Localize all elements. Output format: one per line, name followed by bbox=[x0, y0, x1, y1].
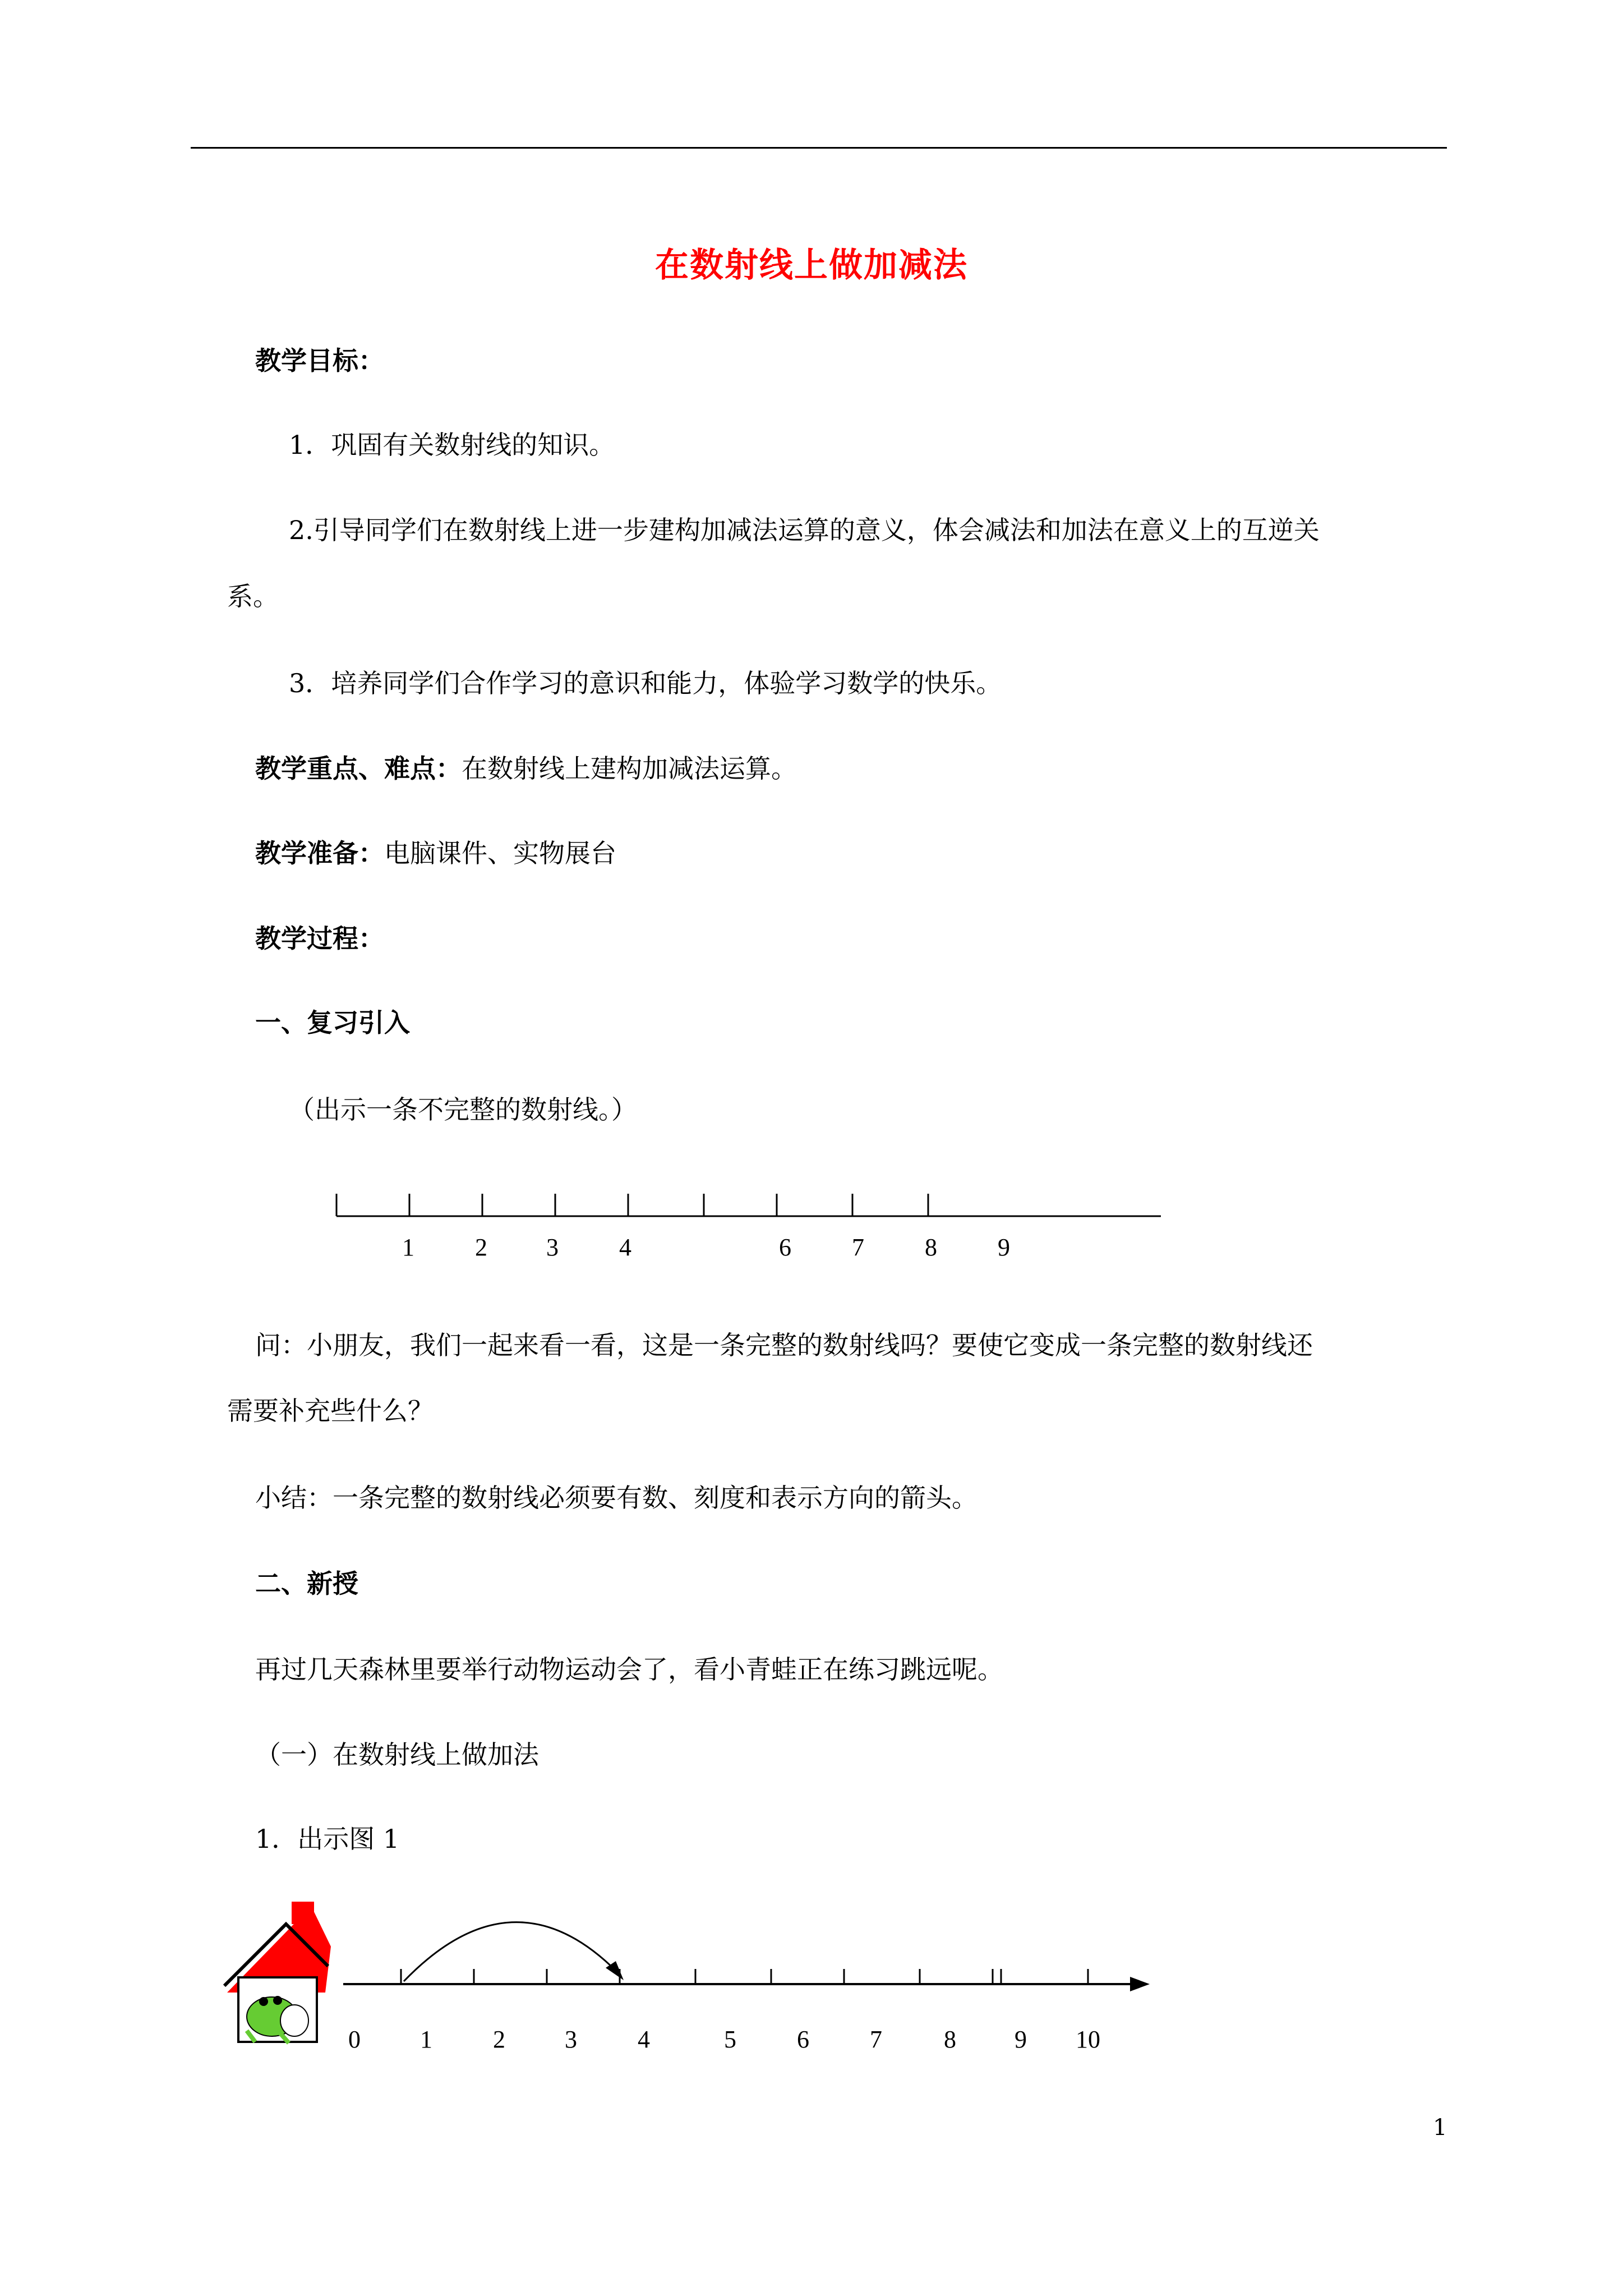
tick-label: 7 bbox=[870, 2026, 882, 2053]
tick-label: 2 bbox=[475, 1234, 487, 1261]
sub-heading-addition: （一）在数射线上做加法 bbox=[255, 1740, 539, 1770]
tick-label: 6 bbox=[797, 2026, 809, 2053]
tick-label: 9 bbox=[1015, 2026, 1027, 2053]
tick-label: 3 bbox=[546, 1234, 559, 1261]
objective-2-cont: 系。 bbox=[227, 581, 279, 611]
tick-label: 4 bbox=[638, 2026, 650, 2053]
story: 再过几天森林里要举行动物运动会了，看小青蛙正在练习跳远呢。 bbox=[255, 1654, 1003, 1685]
objectives-heading: 教学目标： bbox=[255, 346, 384, 376]
tick-label: 5 bbox=[724, 2026, 736, 2053]
objective-2: 2.引导同学们在数射线上进一步建构加减法运算的意义，体会减法和加法在意义上的互逆关 bbox=[289, 515, 1320, 545]
tick-label: 8 bbox=[925, 1234, 937, 1261]
tick-label: 1 bbox=[420, 2026, 432, 2053]
tick-label: 0 bbox=[348, 2026, 361, 2053]
figure1-caption: 1．出示图 1 bbox=[255, 1824, 400, 1854]
tick-label: 2 bbox=[493, 2026, 505, 2053]
tick-label: 1 bbox=[402, 1234, 414, 1261]
tick-label: 8 bbox=[944, 2026, 956, 2053]
prep-label: 教学准备： bbox=[255, 838, 384, 868]
tick-label: 10 bbox=[1076, 2026, 1100, 2053]
tick-label: 4 bbox=[619, 1234, 631, 1261]
prep-text: 电脑课件、实物展台 bbox=[384, 838, 616, 868]
tick-label: 7 bbox=[852, 1234, 864, 1261]
objective-3: 3．培养同学们合作学习的意识和能力，体验学习数学的快乐。 bbox=[289, 668, 1002, 698]
page-title: 在数射线上做加减法 bbox=[655, 246, 968, 285]
question-line-2: 需要补充些什么？ bbox=[227, 1396, 434, 1426]
tick-label: 9 bbox=[998, 1234, 1010, 1261]
key-points-label: 教学重点、难点： bbox=[255, 753, 462, 784]
question-line-1: 问：小朋友，我们一起来看一看，这是一条完整的数射线吗？要使它变成一条完整的数射线还 bbox=[255, 1330, 1313, 1360]
objective-1: 1．巩固有关数射线的知识。 bbox=[289, 430, 615, 460]
summary: 小结：一条完整的数射线必须要有数、刻度和表示方向的箭头。 bbox=[255, 1483, 978, 1513]
process-heading: 教学过程： bbox=[255, 923, 384, 954]
tick-label: 3 bbox=[565, 2026, 577, 2053]
part1-heading: 一、复习引入 bbox=[255, 1007, 410, 1038]
part1-note: （出示一条不完整的数射线。） bbox=[289, 1094, 637, 1125]
part2-heading: 二、新授 bbox=[255, 1568, 358, 1599]
page-number: 1 bbox=[1433, 2115, 1447, 2141]
tick-label: 6 bbox=[779, 1234, 791, 1261]
key-points-text: 在数射线上建构加减法运算。 bbox=[462, 753, 797, 784]
